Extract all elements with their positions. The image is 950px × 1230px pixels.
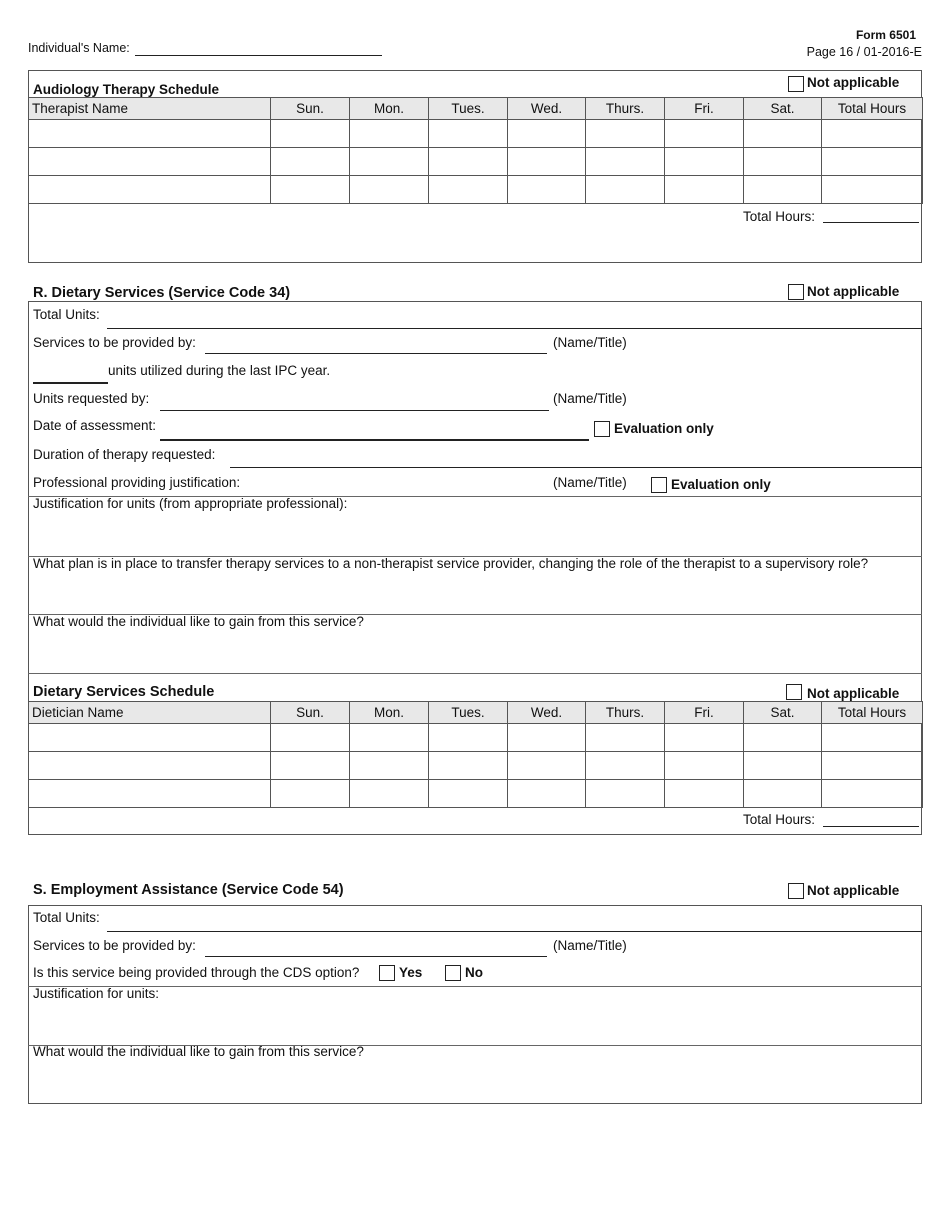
- dietary-not-applicable-label: Not applicable: [807, 284, 900, 299]
- dietary-schedule-not-applicable-checkbox[interactable]: [786, 684, 802, 700]
- professional-label: Professional providing justification:: [33, 475, 241, 490]
- employment-justification-label: Justification for units:: [33, 986, 160, 1001]
- dietary-schedule-table: [28, 701, 923, 808]
- employment-gain-field[interactable]: [28, 1061, 922, 1103]
- table-cell[interactable]: [822, 752, 923, 780]
- dietary-total-hours-label: Total Hours:: [743, 812, 816, 827]
- audiology-total-hours-label: Total Hours:: [743, 209, 816, 224]
- dietary-justification-field[interactable]: [28, 512, 922, 554]
- table-cell[interactable]: [271, 120, 350, 148]
- table-cell[interactable]: [586, 752, 665, 780]
- table-cell[interactable]: [744, 148, 822, 176]
- dietary-name-title-2: (Name/Title): [553, 391, 627, 406]
- table-cell[interactable]: [508, 752, 586, 780]
- dietary-justification-label: Justification for units (from appropriate professional):: [33, 496, 348, 511]
- page-info: Page 16 / 01-2016-E: [806, 45, 922, 59]
- tues-header: Tues.: [429, 702, 508, 724]
- table-cell[interactable]: [29, 780, 271, 808]
- duration-field[interactable]: [230, 467, 922, 468]
- table-cell[interactable]: [665, 752, 744, 780]
- sun-header: Sun.: [271, 98, 350, 120]
- table-cell[interactable]: [665, 148, 744, 176]
- cds-no-label: No: [465, 965, 483, 980]
- fri-header: Fri.: [665, 702, 744, 724]
- dietary-schedule-not-applicable-label: Not applicable: [807, 686, 900, 701]
- table-cell[interactable]: [429, 724, 508, 752]
- dietary-total-hours-field[interactable]: [823, 826, 919, 827]
- sat-header: Sat.: [744, 98, 822, 120]
- table-cell[interactable]: [29, 724, 271, 752]
- table-cell[interactable]: [822, 120, 923, 148]
- table-cell[interactable]: [822, 176, 923, 204]
- dietary-gain-field[interactable]: [28, 631, 922, 672]
- cds-yes-checkbox[interactable]: [379, 965, 395, 981]
- cds-yes-label: Yes: [399, 965, 423, 980]
- employment-services-by-label: Services to be provided by:: [33, 938, 196, 953]
- fri-header: Fri.: [665, 98, 744, 120]
- table-cell[interactable]: [29, 176, 271, 204]
- transfer-plan-label: What plan is in place to transfer therapy services to a non-therapist service provider, changing the role of the therapist to a supervisory role?: [33, 556, 869, 571]
- cds-no-checkbox[interactable]: [445, 965, 461, 981]
- dietary-total-units-field[interactable]: [107, 328, 922, 329]
- thurs-header: Thurs.: [586, 98, 665, 120]
- table-cell[interactable]: [29, 120, 271, 148]
- table-cell[interactable]: [271, 780, 350, 808]
- table-cell[interactable]: [429, 780, 508, 808]
- table-row: [29, 148, 923, 176]
- table-cell[interactable]: [350, 724, 429, 752]
- table-cell[interactable]: [350, 120, 429, 148]
- table-cell[interactable]: [350, 148, 429, 176]
- audiology-schedule-title: Audiology Therapy Schedule: [33, 82, 220, 97]
- table-cell[interactable]: [822, 148, 923, 176]
- individual-name-field[interactable]: [135, 55, 382, 56]
- employment-section-title: S. Employment Assistance (Service Code 54): [33, 882, 344, 898]
- employment-total-units-field[interactable]: [107, 931, 922, 932]
- date-assessment-label: Date of assessment:: [33, 418, 157, 433]
- employment-justification-field[interactable]: [28, 1002, 922, 1044]
- table-cell[interactable]: [822, 724, 923, 752]
- total-hours-header: Total Hours: [822, 98, 923, 120]
- employment-not-applicable-label: Not applicable: [807, 883, 900, 898]
- audiology-not-applicable-checkbox[interactable]: [788, 76, 804, 92]
- table-row: [29, 176, 923, 204]
- table-cell[interactable]: [586, 780, 665, 808]
- sun-header: Sun.: [271, 702, 350, 724]
- table-cell[interactable]: [744, 752, 822, 780]
- table-cell[interactable]: [508, 780, 586, 808]
- audiology-header-row: [29, 98, 923, 120]
- table-cell[interactable]: [822, 780, 923, 808]
- wed-header: Wed.: [508, 702, 586, 724]
- tues-header: Tues.: [429, 98, 508, 120]
- table-cell[interactable]: [665, 724, 744, 752]
- dietary-name-title-3: (Name/Title): [553, 475, 627, 490]
- table-row: [29, 752, 923, 780]
- table-cell[interactable]: [744, 724, 822, 752]
- units-requested-field[interactable]: [160, 410, 549, 411]
- date-assessment-field[interactable]: [160, 439, 589, 441]
- table-cell[interactable]: [271, 148, 350, 176]
- dietary-gain-label: What would the individual like to gain from this service?: [33, 614, 364, 629]
- table-cell[interactable]: [429, 148, 508, 176]
- therapist-name-header: Therapist Name: [29, 98, 271, 120]
- thurs-header: Thurs.: [586, 702, 665, 724]
- employment-name-title: (Name/Title): [553, 938, 627, 953]
- dietary-services-by-label: Services to be provided by:: [33, 335, 196, 350]
- table-cell[interactable]: [508, 120, 586, 148]
- table-row: [29, 120, 923, 148]
- table-cell[interactable]: [429, 120, 508, 148]
- table-cell[interactable]: [350, 176, 429, 204]
- dietary-section-title: R. Dietary Services (Service Code 34): [33, 285, 291, 301]
- dietary-evaluation-only-label-2: Evaluation only: [671, 477, 771, 492]
- table-cell[interactable]: [29, 752, 271, 780]
- table-cell[interactable]: [29, 148, 271, 176]
- duration-label: Duration of therapy requested:: [33, 447, 216, 462]
- table-cell[interactable]: [665, 780, 744, 808]
- audiology-not-applicable-label: Not applicable: [807, 75, 900, 90]
- audiology-total-hours-field[interactable]: [823, 222, 919, 223]
- table-cell[interactable]: [350, 780, 429, 808]
- table-cell[interactable]: [744, 120, 822, 148]
- table-cell[interactable]: [744, 780, 822, 808]
- employment-gain-label: What would the individual like to gain from this service?: [33, 1044, 364, 1059]
- dietary-evaluation-only-checkbox-1[interactable]: [594, 421, 610, 437]
- units-utilized-field[interactable]: [33, 382, 108, 384]
- table-cell[interactable]: [429, 752, 508, 780]
- mon-header: Mon.: [350, 702, 429, 724]
- dietary-header-row: [29, 702, 923, 724]
- table-cell[interactable]: [429, 176, 508, 204]
- table-cell[interactable]: [271, 752, 350, 780]
- individual-name-label: Individual's Name:: [28, 41, 130, 55]
- sat-header: Sat.: [744, 702, 822, 724]
- table-cell[interactable]: [271, 176, 350, 204]
- divider: [28, 986, 922, 987]
- dietary-total-units-label: Total Units:: [33, 307, 100, 322]
- dietary-evaluation-only-checkbox-2[interactable]: [651, 477, 667, 493]
- table-cell[interactable]: [586, 120, 665, 148]
- dietary-name-title-1: (Name/Title): [553, 335, 627, 350]
- table-cell[interactable]: [508, 724, 586, 752]
- dietary-services-by-field[interactable]: [205, 353, 547, 354]
- mon-header: Mon.: [350, 98, 429, 120]
- table-cell[interactable]: [665, 120, 744, 148]
- employment-services-by-field[interactable]: [205, 956, 547, 957]
- table-cell[interactable]: [350, 752, 429, 780]
- dietary-schedule-title: Dietary Services Schedule: [33, 684, 215, 700]
- employment-not-applicable-checkbox[interactable]: [788, 883, 804, 899]
- table-cell[interactable]: [586, 148, 665, 176]
- cds-question-label: Is this service being provided through the CDS option?: [33, 965, 360, 980]
- table-cell[interactable]: [508, 148, 586, 176]
- table-cell[interactable]: [744, 176, 822, 204]
- total-hours-header: Total Hours: [822, 702, 923, 724]
- table-cell[interactable]: [508, 176, 586, 204]
- table-cell[interactable]: [586, 724, 665, 752]
- audiology-schedule-table: [28, 97, 923, 204]
- table-cell[interactable]: [665, 176, 744, 204]
- dietary-evaluation-only-label-1: Evaluation only: [614, 421, 714, 436]
- units-utilized-label: units utilized during the last IPC year.: [108, 363, 331, 378]
- form-number: Form 6501: [855, 28, 916, 42]
- dietician-name-header: Dietician Name: [29, 702, 271, 724]
- units-requested-label: Units requested by:: [33, 391, 150, 406]
- table-cell[interactable]: [271, 724, 350, 752]
- dietary-not-applicable-checkbox[interactable]: [788, 284, 804, 300]
- table-row: [29, 780, 923, 808]
- divider: [28, 673, 922, 674]
- transfer-plan-field[interactable]: [28, 573, 922, 613]
- table-cell[interactable]: [586, 176, 665, 204]
- wed-header: Wed.: [508, 98, 586, 120]
- table-row: [29, 724, 923, 752]
- employment-total-units-label: Total Units:: [33, 910, 100, 925]
